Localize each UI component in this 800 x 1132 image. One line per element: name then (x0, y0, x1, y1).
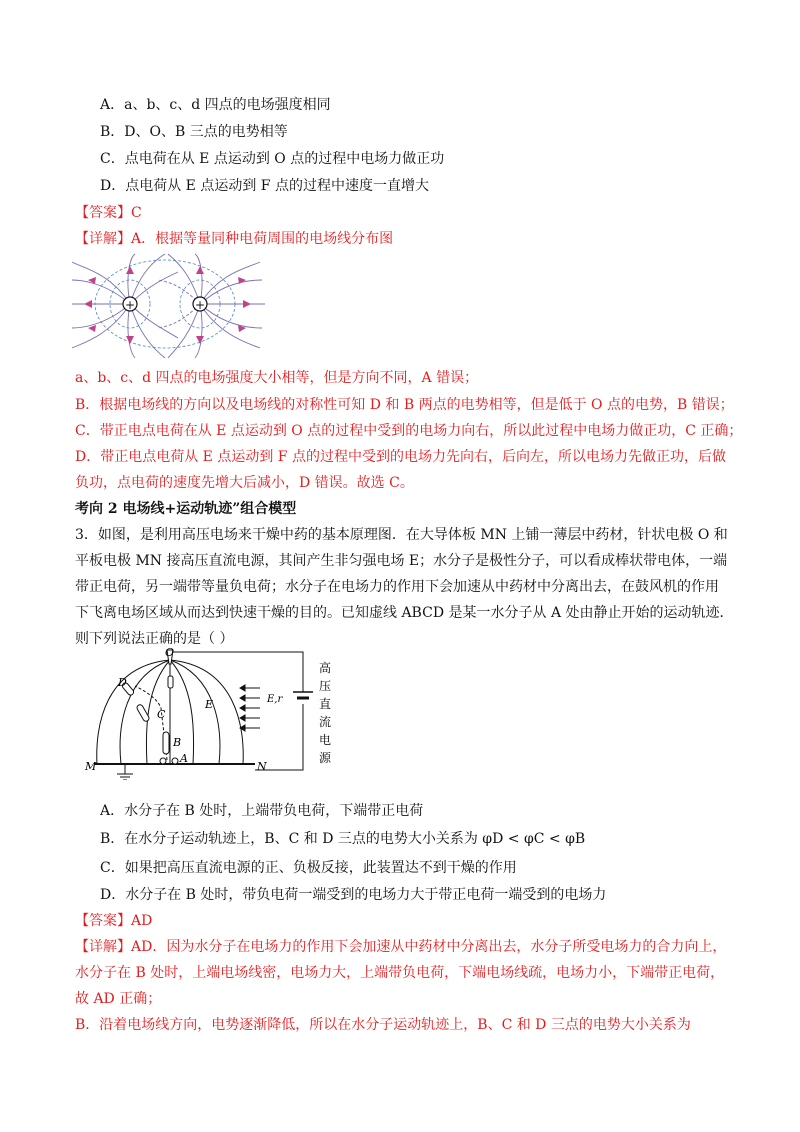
label-m: M (85, 760, 97, 773)
q3-option-c: C．如果把高压直流电源的正、负极反接，此装置达不到干燥的作用 (100, 860, 517, 876)
q3-option-d: D．水分子在 B 处时，带负电荷一端受到的电场力大于带正电荷一端受到的电场力 (100, 887, 607, 903)
option-c-prev: C．点电荷在从 E 点运动到 O 点的过程中电场力做正功 (100, 151, 445, 167)
label-b: B (173, 736, 182, 749)
label-a: A (180, 752, 188, 765)
answer-1: 【答案】C (75, 205, 142, 221)
option-b-prev: B．D、O、B 三点的电势相等 (100, 124, 288, 140)
source-char-2: 压 (319, 679, 332, 693)
label-d: D (118, 676, 127, 689)
source-char-4: 流 (319, 715, 332, 729)
svg-text:+: + (124, 298, 136, 312)
q3-text-4: 下飞离电场区域从而达到快速干燥的目的。已知虚线 ABCD 是某一水分子从 A 处由静止开始的运动轨迹． (75, 605, 734, 621)
label-er: E,r (267, 694, 283, 705)
option-a-prev: A．a、b、c、d 四点的电场强度相同 (100, 97, 331, 113)
label-c: C (157, 708, 166, 721)
detail-1-line-5: 负功，点电荷的速度先增大后减小，D 错误。故选 C。 (75, 475, 414, 491)
q3-text-1: 3．如图，是利用高压电场来干燥中药的基本原理图．在大导体板 MN 上铺一薄层中药材，针状电极 O 和 (75, 527, 728, 543)
detail-2-line-2: 水分子在 B 处时，上端电场线密，电场力大，上端带负电荷，下端电场线疏，电场力小，下端带正电荷， (75, 965, 725, 981)
detail-2-line-1: 【详解】AD．因为水分子在电场力的作用下会加速从中药材中分离出去，水分子所受电场力的合力向上， (75, 939, 727, 955)
detail-2-line-3: 故 AD 正确； (75, 991, 162, 1007)
option-d-prev: D．点电荷从 E 点运动到 F 点的过程中速度一直增大 (100, 178, 429, 194)
source-char-1: 高 (319, 661, 332, 675)
field-lines-figure (70, 252, 310, 360)
q3-text-2: 平板电极 MN 接高压直流电源，其间产生非匀强电场 E；水分子是极性分子，可以看成棒状带电体，一端 (75, 553, 728, 569)
q3-option-a: A．水分子在 B 处时，上端带负电荷，下端带正电荷 (100, 803, 424, 819)
detail-1-line-3: C．带正电点电荷在从 E 点运动到 O 点的过程中受到的电场力向右，所以此过程中电场力做正功，C 正确； (75, 423, 743, 439)
section-title: 考向 2 电场线+运动轨迹”组合模型 (75, 501, 297, 517)
detail-1-line-1: a、b、c、d 四点的电场强度大小相等，但是方向不同，A 错误； (75, 370, 479, 386)
drying-apparatus-figure (85, 646, 345, 780)
answer-2: 【答案】AD (75, 913, 153, 929)
detail-1-line-4: D．带正电点电荷从 E 点运动到 F 点的过程中受到的电场力先向右，后向左，所以电场力先做正功，后做 (75, 449, 726, 465)
svg-text:+: + (194, 298, 206, 312)
q3-text-5: 则下列说法正确的是（ ） (75, 631, 234, 647)
label-n: N (257, 760, 267, 773)
detail-1-intro: 【详解】A．根据等量同种电荷周围的电场线分布图 (75, 231, 394, 247)
source-char-6: 源 (319, 751, 332, 765)
label-o: O (165, 646, 175, 659)
source-char-5: 电 (319, 733, 332, 747)
q3-text-3: 带正电荷，另一端带等量负电荷；水分子在电场力的作用下会加速从中药材中分离出去，在鼓风机的作用 (75, 579, 719, 595)
source-char-3: 直 (319, 697, 332, 711)
detail-1-line-2: B．根据电场线的方向以及电场线的对称性可知 D 和 B 两点的电势相等，但是低于 O 点的电势，B 错误； (75, 397, 734, 413)
label-e: E (205, 698, 214, 711)
q3-option-b: B．在水分子运动轨迹上，B、C 和 D 三点的电势大小关系为 φD < φC < φB (100, 831, 586, 847)
detail-2-line-4: B．沿着电场线方向，电势逐渐降低，所以在水分子运动轨迹上，B、C 和 D 三点的电势大小关系为 (75, 1017, 691, 1033)
